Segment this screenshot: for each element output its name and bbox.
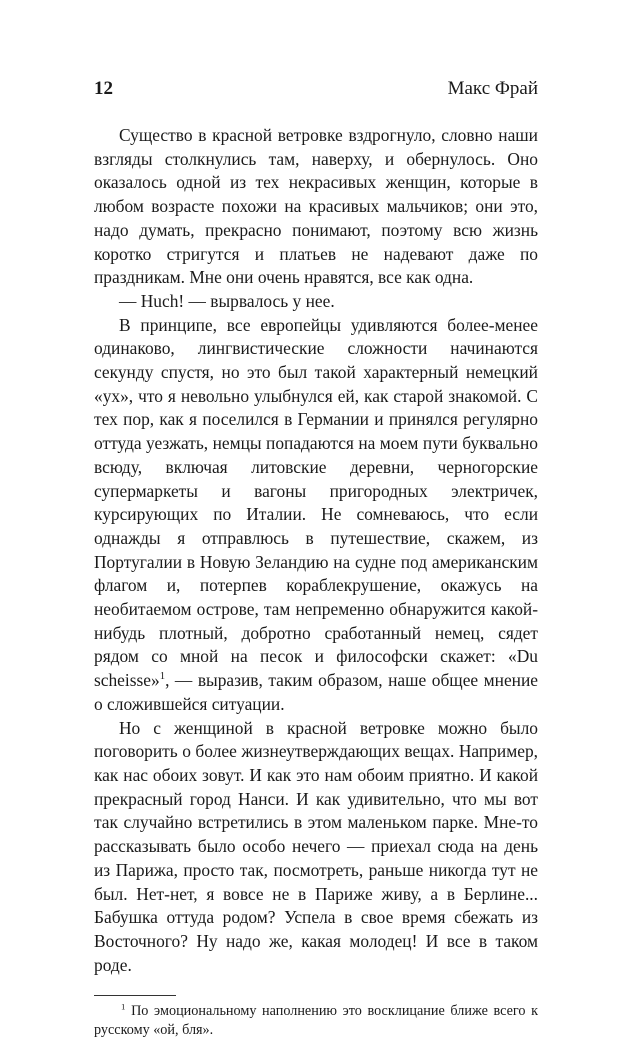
dialogue-line: — Huch! — вырвалось у нее. bbox=[119, 290, 335, 311]
author-name: Макс Фрай bbox=[447, 78, 538, 99]
running-head bbox=[94, 78, 538, 114]
book-page bbox=[94, 78, 538, 1055]
footnote-reference[interactable]: 1 bbox=[159, 670, 166, 683]
paragraph: Но с женщиной в красной ветровке можно было поговорить о более жизнеутверждающих вещах. Например, как нас обоих зовут. И как это нам обоим приятно. И какой прекрасный город Нанси. И как удивительно, что мы вот так случайно встретились в этом маленьком парке. Мне-то рассказывать было особо нечего — приехал сюда на день из Парижа, просто так, посмотреть, раньше никогда тут не был. Нет-нет, я вовсе не в Париже живу, а в Берлине... Бабушка оттуда родом? Успела в свое время сбежать из Восточного? Ну надо же, какая молодец! И все в таком роде. bbox=[94, 717, 538, 975]
body-text bbox=[94, 124, 538, 977]
paragraph: Существо в красной ветровке вздрогнуло, словно наши взгляды столкнулись там, наверху, и обернулось. Оно оказалось одной из тех некрасивых женщин, которые в любом возрасте похожи на красивых мальчиков; они это, надо думать, прекрасно понимают, поэтому всю жизнь коротко стригутся и платьев не надевают даже по праздникам. Мне они очень нравятся, все как одна. bbox=[94, 125, 538, 288]
paragraph bbox=[94, 314, 538, 717]
footnote-divider bbox=[94, 995, 176, 996]
footnote-marker: 1 bbox=[121, 1001, 126, 1012]
paragraph-text: , — выразив, таким образом, наше общее мнение о сложившейся ситуации. bbox=[94, 670, 538, 714]
footnote-text: По эмоциональному наполнению это восклицание ближе всего к русскому «ой, бля». bbox=[94, 1003, 539, 1039]
paragraph-text: В принципе, все европейцы удивляются более-менее одинаково, лингвистические сложности начинаются секунду спустя, но это был такой характерный немецкий «ух», что я невольно улыбнулся ей, как старой знакомой. С тех пор, как я поселился в Германии и принялся регулярно оттуда уезжать, немцы попадаются на моем пути буквально всюду, включая литовские деревни, черногорские супермаркеты и вагоны пригородных электричек, курсирующих по Италии. Не сомневаюсь, что если однажды я отправлюсь в путешествие, скажем, из Португалии в Новую Зеландию на судне под американским флагом и, потерпев кораблекрушение, окажусь на необитаемом острове, там непременно обнаружится какой-нибудь плотный, добротно сработанный немец, сядет рядом со мной на песок и философски скажет: «Du scheisse» bbox=[94, 314, 538, 691]
footnote bbox=[94, 1002, 538, 1040]
page-number: 12 bbox=[94, 78, 113, 99]
